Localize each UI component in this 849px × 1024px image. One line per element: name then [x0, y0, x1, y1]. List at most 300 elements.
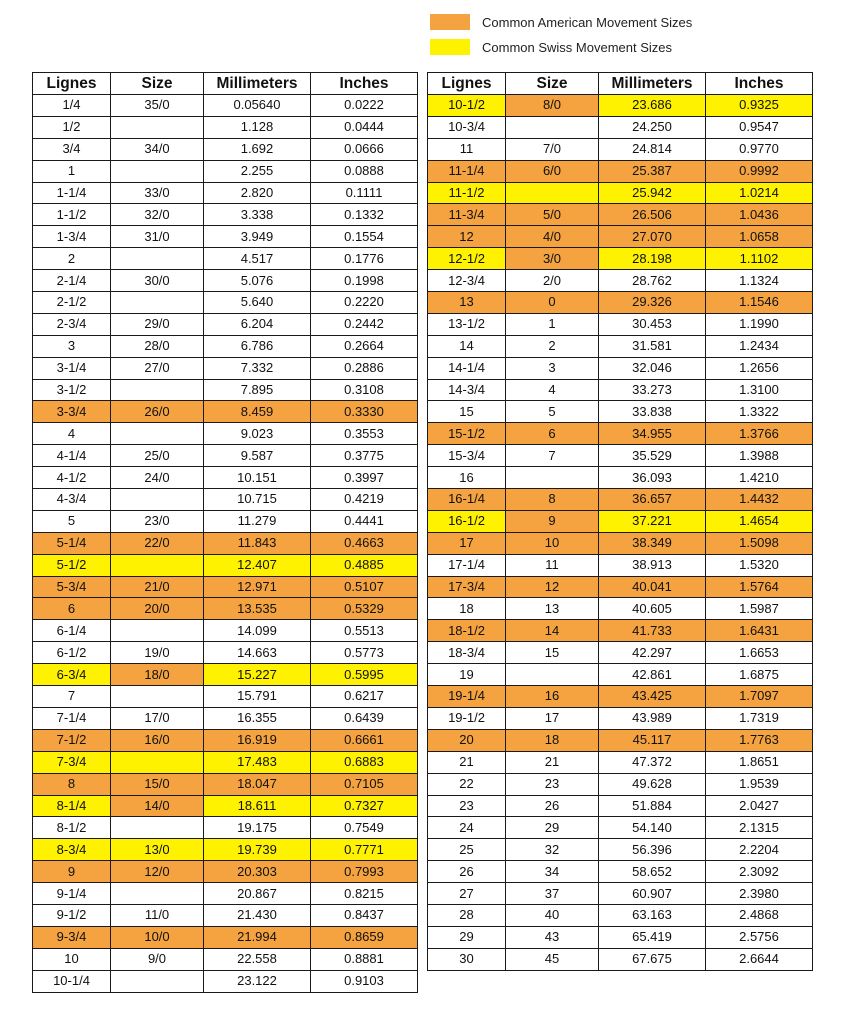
- inches-cell: 0.6883: [311, 751, 418, 773]
- table-row: [428, 729, 813, 751]
- inches-cell: 1.6431: [706, 620, 813, 642]
- size-cell: 29: [506, 817, 599, 839]
- size-cell: 5/0: [506, 204, 599, 226]
- millimeters-cell: 28.198: [599, 248, 706, 270]
- lignes-cell: 15-3/4: [428, 445, 506, 467]
- table-row: [33, 95, 418, 117]
- lignes-cell: 14: [428, 335, 506, 357]
- size-cell: 14/0: [111, 795, 204, 817]
- lignes-cell: 15: [428, 401, 506, 423]
- millimeters-cell: 47.372: [599, 751, 706, 773]
- size-cell: 17: [506, 707, 599, 729]
- lignes-cell: 13: [428, 292, 506, 314]
- inches-cell: 1.1324: [706, 270, 813, 292]
- size-cell: 6: [506, 423, 599, 445]
- inches-cell: 0.6217: [311, 686, 418, 708]
- lignes-cell: 9-3/4: [33, 926, 111, 948]
- lignes-cell: 10-1/4: [33, 970, 111, 992]
- millimeters-cell: 43.425: [599, 686, 706, 708]
- table-row: [428, 335, 813, 357]
- millimeters-cell: 42.861: [599, 664, 706, 686]
- table-row: [428, 883, 813, 905]
- millimeters-cell: 25.387: [599, 160, 706, 182]
- lignes-cell: 25: [428, 839, 506, 861]
- millimeters-cell: 5.640: [204, 292, 311, 314]
- lignes-cell: 29: [428, 926, 506, 948]
- millimeters-cell: 3.338: [204, 204, 311, 226]
- inches-cell: 0.5107: [311, 576, 418, 598]
- size-cell: [111, 116, 204, 138]
- size-cell: 21/0: [111, 576, 204, 598]
- millimeters-cell: 60.907: [599, 883, 706, 905]
- inches-cell: 1.6653: [706, 642, 813, 664]
- inches-cell: 0.1332: [311, 204, 418, 226]
- size-cell: 22/0: [111, 532, 204, 554]
- size-cell: 2/0: [506, 270, 599, 292]
- lignes-cell: 8-3/4: [33, 839, 111, 861]
- table-row: [428, 576, 813, 598]
- inches-cell: 1.1990: [706, 313, 813, 335]
- size-cell: 13: [506, 598, 599, 620]
- millimeters-cell: 30.453: [599, 313, 706, 335]
- size-cell: 34/0: [111, 138, 204, 160]
- lignes-cell: 17-1/4: [428, 554, 506, 576]
- size-cell: 3/0: [506, 248, 599, 270]
- table-row: [428, 445, 813, 467]
- size-cell: 1: [506, 313, 599, 335]
- inches-cell: 2.5756: [706, 926, 813, 948]
- lignes-cell: 16-1/4: [428, 489, 506, 511]
- size-cell: 33/0: [111, 182, 204, 204]
- lignes-cell: 5-3/4: [33, 576, 111, 598]
- table-row: [428, 554, 813, 576]
- millimeters-cell: 63.163: [599, 904, 706, 926]
- size-cell: 13/0: [111, 839, 204, 861]
- size-cell: 43: [506, 926, 599, 948]
- millimeters-cell: 8.459: [204, 401, 311, 423]
- size-cell: [506, 467, 599, 489]
- lignes-cell: 13-1/2: [428, 313, 506, 335]
- table-row: [33, 116, 418, 138]
- size-cell: [111, 160, 204, 182]
- table-row: [428, 686, 813, 708]
- size-cell: 8/0: [506, 95, 599, 117]
- lignes-cell: 6-1/2: [33, 642, 111, 664]
- lignes-cell: 4: [33, 423, 111, 445]
- table-row: [33, 620, 418, 642]
- table-row: [33, 598, 418, 620]
- inches-cell: 1.3766: [706, 423, 813, 445]
- inches-cell: 1.4654: [706, 510, 813, 532]
- millimeters-cell: 13.535: [204, 598, 311, 620]
- size-cell: 45: [506, 948, 599, 970]
- millimeters-cell: 37.221: [599, 510, 706, 532]
- lignes-cell: 3/4: [33, 138, 111, 160]
- inches-cell: 0.1776: [311, 248, 418, 270]
- millimeters-cell: 4.517: [204, 248, 311, 270]
- millimeters-cell: 14.663: [204, 642, 311, 664]
- size-cell: [506, 182, 599, 204]
- inches-cell: 0.4441: [311, 510, 418, 532]
- size-cell: [111, 686, 204, 708]
- millimeters-cell: 23.122: [204, 970, 311, 992]
- millimeters-cell: 24.250: [599, 116, 706, 138]
- millimeters-cell: 27.070: [599, 226, 706, 248]
- size-cell: 32: [506, 839, 599, 861]
- inches-cell: 1.6875: [706, 664, 813, 686]
- size-cell: 27/0: [111, 357, 204, 379]
- inches-cell: 2.3092: [706, 861, 813, 883]
- table-row: [33, 379, 418, 401]
- size-cell: [111, 379, 204, 401]
- inches-cell: 0.3108: [311, 379, 418, 401]
- millimeters-cell: 31.581: [599, 335, 706, 357]
- lignes-cell: 10-3/4: [428, 116, 506, 138]
- lignes-cell: 22: [428, 773, 506, 795]
- inches-cell: 0.7327: [311, 795, 418, 817]
- table-row: [33, 467, 418, 489]
- size-cell: 18/0: [111, 664, 204, 686]
- millimeters-cell: 40.605: [599, 598, 706, 620]
- header-size: Size: [111, 73, 204, 95]
- inches-cell: 0.9325: [706, 95, 813, 117]
- millimeters-cell: 21.430: [204, 904, 311, 926]
- millimeters-cell: 32.046: [599, 357, 706, 379]
- lignes-cell: 1-3/4: [33, 226, 111, 248]
- size-cell: [506, 664, 599, 686]
- table-row: [428, 160, 813, 182]
- millimeters-cell: 7.895: [204, 379, 311, 401]
- size-cell: 7: [506, 445, 599, 467]
- inches-cell: 0.4663: [311, 532, 418, 554]
- legend-label-swiss: Common Swiss Movement Sizes: [482, 39, 672, 55]
- inches-cell: 2.1315: [706, 817, 813, 839]
- millimeters-cell: 22.558: [204, 948, 311, 970]
- millimeters-cell: 7.332: [204, 357, 311, 379]
- millimeters-cell: 42.297: [599, 642, 706, 664]
- lignes-cell: 9-1/2: [33, 904, 111, 926]
- header-inches: Inches: [311, 73, 418, 95]
- size-cell: [111, 554, 204, 576]
- millimeters-cell: 41.733: [599, 620, 706, 642]
- inches-cell: 0.3997: [311, 467, 418, 489]
- table-row: [33, 817, 418, 839]
- table-row: [428, 642, 813, 664]
- inches-cell: 0.0888: [311, 160, 418, 182]
- size-cell: 5: [506, 401, 599, 423]
- size-cell: 4: [506, 379, 599, 401]
- millimeters-cell: 16.919: [204, 729, 311, 751]
- lignes-cell: 18: [428, 598, 506, 620]
- table-row: [33, 423, 418, 445]
- millimeters-cell: 26.506: [599, 204, 706, 226]
- millimeters-cell: 16.355: [204, 707, 311, 729]
- size-cell: 23/0: [111, 510, 204, 532]
- lignes-cell: 1-1/4: [33, 182, 111, 204]
- lignes-cell: 5-1/2: [33, 554, 111, 576]
- inches-cell: 1.5320: [706, 554, 813, 576]
- lignes-cell: 1: [33, 160, 111, 182]
- millimeters-cell: 12.407: [204, 554, 311, 576]
- table-row: [428, 904, 813, 926]
- inches-cell: 0.1998: [311, 270, 418, 292]
- lignes-cell: 19-1/2: [428, 707, 506, 729]
- lignes-cell: 2: [33, 248, 111, 270]
- size-cell: 23: [506, 773, 599, 795]
- lignes-cell: 19-1/4: [428, 686, 506, 708]
- inches-cell: 0.1554: [311, 226, 418, 248]
- millimeters-cell: 67.675: [599, 948, 706, 970]
- inches-cell: 0.8437: [311, 904, 418, 926]
- inches-cell: 2.6644: [706, 948, 813, 970]
- size-cell: 8: [506, 489, 599, 511]
- lignes-cell: 6-3/4: [33, 664, 111, 686]
- inches-cell: 1.3988: [706, 445, 813, 467]
- lignes-cell: 9: [33, 861, 111, 883]
- table-row: [33, 182, 418, 204]
- table-row: [428, 401, 813, 423]
- table-row: [428, 839, 813, 861]
- table-row: [428, 182, 813, 204]
- millimeters-cell: 12.971: [204, 576, 311, 598]
- table-row: [428, 116, 813, 138]
- table-row: [428, 948, 813, 970]
- size-cell: 9: [506, 510, 599, 532]
- table-row: [428, 226, 813, 248]
- legend-item-american: [430, 12, 692, 32]
- table-row: [33, 445, 418, 467]
- table-row: [428, 620, 813, 642]
- size-cell: [111, 248, 204, 270]
- inches-cell: 0.8659: [311, 926, 418, 948]
- table-row: [428, 248, 813, 270]
- lignes-cell: 17-3/4: [428, 576, 506, 598]
- size-cell: 16/0: [111, 729, 204, 751]
- inches-cell: 0.5995: [311, 664, 418, 686]
- millimeters-cell: 10.715: [204, 489, 311, 511]
- inches-cell: 0.8215: [311, 883, 418, 905]
- inches-cell: 1.8651: [706, 751, 813, 773]
- table-header-row: [428, 73, 813, 95]
- millimeters-cell: 43.989: [599, 707, 706, 729]
- table-row: [33, 138, 418, 160]
- table-row: [428, 138, 813, 160]
- inches-cell: 0.8881: [311, 948, 418, 970]
- table-row: [33, 795, 418, 817]
- size-cell: 11: [506, 554, 599, 576]
- table-row: [33, 642, 418, 664]
- millimeters-cell: 3.949: [204, 226, 311, 248]
- millimeters-cell: 2.255: [204, 160, 311, 182]
- millimeters-cell: 5.076: [204, 270, 311, 292]
- millimeters-cell: 6.204: [204, 313, 311, 335]
- table-row: [428, 817, 813, 839]
- size-cell: 24/0: [111, 467, 204, 489]
- inches-cell: 1.2656: [706, 357, 813, 379]
- inches-cell: 1.1546: [706, 292, 813, 314]
- lignes-cell: 6-1/4: [33, 620, 111, 642]
- size-cell: 9/0: [111, 948, 204, 970]
- lignes-cell: 11: [428, 138, 506, 160]
- lignes-cell: 2-3/4: [33, 313, 111, 335]
- lignes-cell: 27: [428, 883, 506, 905]
- lignes-cell: 3-1/2: [33, 379, 111, 401]
- millimeters-cell: 21.994: [204, 926, 311, 948]
- size-cell: 26: [506, 795, 599, 817]
- lignes-cell: 12-1/2: [428, 248, 506, 270]
- size-table-right: [427, 72, 813, 971]
- lignes-cell: 3: [33, 335, 111, 357]
- table-row: [428, 795, 813, 817]
- table-row: [428, 313, 813, 335]
- inches-cell: 1.5098: [706, 532, 813, 554]
- millimeters-cell: 33.273: [599, 379, 706, 401]
- legend-swatch-swiss: [430, 39, 470, 55]
- header-inches: Inches: [706, 73, 813, 95]
- lignes-cell: 4-3/4: [33, 489, 111, 511]
- millimeters-cell: 38.913: [599, 554, 706, 576]
- table-row: [428, 510, 813, 532]
- size-cell: 10/0: [111, 926, 204, 948]
- size-cell: 34: [506, 861, 599, 883]
- size-cell: 10: [506, 532, 599, 554]
- inches-cell: 1.2434: [706, 335, 813, 357]
- lignes-cell: 4-1/4: [33, 445, 111, 467]
- table-row: [33, 883, 418, 905]
- inches-cell: 0.7771: [311, 839, 418, 861]
- size-cell: 18: [506, 729, 599, 751]
- table-row: [33, 357, 418, 379]
- millimeters-cell: 28.762: [599, 270, 706, 292]
- lignes-cell: 2-1/2: [33, 292, 111, 314]
- millimeters-cell: 58.652: [599, 861, 706, 883]
- inches-cell: 1.7097: [706, 686, 813, 708]
- lignes-cell: 19: [428, 664, 506, 686]
- inches-cell: 0.6439: [311, 707, 418, 729]
- table-row: [33, 926, 418, 948]
- inches-cell: 0.5513: [311, 620, 418, 642]
- millimeters-cell: 35.529: [599, 445, 706, 467]
- table-row: [33, 532, 418, 554]
- inches-cell: 0.4219: [311, 489, 418, 511]
- size-cell: 32/0: [111, 204, 204, 226]
- lignes-cell: 4-1/2: [33, 467, 111, 489]
- size-cell: 40: [506, 904, 599, 926]
- table-row: [428, 467, 813, 489]
- size-cell: 17/0: [111, 707, 204, 729]
- lignes-cell: 8: [33, 773, 111, 795]
- size-cell: [111, 423, 204, 445]
- inches-cell: 1.4210: [706, 467, 813, 489]
- lignes-cell: 12: [428, 226, 506, 248]
- size-cell: [111, 883, 204, 905]
- table-row: [428, 926, 813, 948]
- millimeters-cell: 2.820: [204, 182, 311, 204]
- size-cell: 35/0: [111, 95, 204, 117]
- size-cell: 29/0: [111, 313, 204, 335]
- inches-cell: 2.0427: [706, 795, 813, 817]
- millimeters-cell: 36.093: [599, 467, 706, 489]
- header-size: Size: [506, 73, 599, 95]
- table-row: [33, 226, 418, 248]
- header-millimeters: Millimeters: [204, 73, 311, 95]
- millimeters-cell: 15.791: [204, 686, 311, 708]
- lignes-cell: 18-3/4: [428, 642, 506, 664]
- millimeters-cell: 15.227: [204, 664, 311, 686]
- inches-cell: 2.4868: [706, 904, 813, 926]
- lignes-cell: 15-1/2: [428, 423, 506, 445]
- lignes-cell: 17: [428, 532, 506, 554]
- lignes-cell: 5: [33, 510, 111, 532]
- lignes-cell: 1-1/2: [33, 204, 111, 226]
- inches-cell: 1.3100: [706, 379, 813, 401]
- inches-cell: 1.3322: [706, 401, 813, 423]
- size-cell: 0: [506, 292, 599, 314]
- size-cell: 15/0: [111, 773, 204, 795]
- lignes-cell: 8-1/4: [33, 795, 111, 817]
- lignes-cell: 10: [33, 948, 111, 970]
- table-row: [428, 292, 813, 314]
- table-row: [428, 707, 813, 729]
- table-row: [33, 292, 418, 314]
- millimeters-cell: 1.128: [204, 116, 311, 138]
- table-row: [33, 686, 418, 708]
- size-cell: 11/0: [111, 904, 204, 926]
- table-row: [33, 204, 418, 226]
- table-row: [428, 598, 813, 620]
- table-header-row: [33, 73, 418, 95]
- lignes-cell: 1/4: [33, 95, 111, 117]
- table-row: [33, 270, 418, 292]
- lignes-cell: 16-1/2: [428, 510, 506, 532]
- inches-cell: 0.0222: [311, 95, 418, 117]
- table-row: [33, 773, 418, 795]
- header-lignes: Lignes: [428, 73, 506, 95]
- size-cell: [111, 817, 204, 839]
- inches-cell: 1.4432: [706, 489, 813, 511]
- inches-cell: 1.5764: [706, 576, 813, 598]
- table-row: [428, 270, 813, 292]
- millimeters-cell: 1.692: [204, 138, 311, 160]
- inches-cell: 0.7105: [311, 773, 418, 795]
- lignes-cell: 8-1/2: [33, 817, 111, 839]
- table-row: [33, 861, 418, 883]
- lignes-cell: 28: [428, 904, 506, 926]
- millimeters-cell: 0.05640: [204, 95, 311, 117]
- size-cell: 28/0: [111, 335, 204, 357]
- table-row: [33, 335, 418, 357]
- size-cell: 30/0: [111, 270, 204, 292]
- size-cell: 37: [506, 883, 599, 905]
- millimeters-cell: 6.786: [204, 335, 311, 357]
- table-row: [33, 904, 418, 926]
- table-row: [428, 751, 813, 773]
- header-lignes: Lignes: [33, 73, 111, 95]
- inches-cell: 0.3330: [311, 401, 418, 423]
- millimeters-cell: 25.942: [599, 182, 706, 204]
- millimeters-cell: 11.279: [204, 510, 311, 532]
- size-cell: 12/0: [111, 861, 204, 883]
- lignes-cell: 14-3/4: [428, 379, 506, 401]
- millimeters-cell: 54.140: [599, 817, 706, 839]
- table-row: [428, 773, 813, 795]
- size-cell: [111, 620, 204, 642]
- inches-cell: 0.2886: [311, 357, 418, 379]
- lignes-cell: 7-1/4: [33, 707, 111, 729]
- table-row: [33, 839, 418, 861]
- table-row: [33, 248, 418, 270]
- inches-cell: 0.7993: [311, 861, 418, 883]
